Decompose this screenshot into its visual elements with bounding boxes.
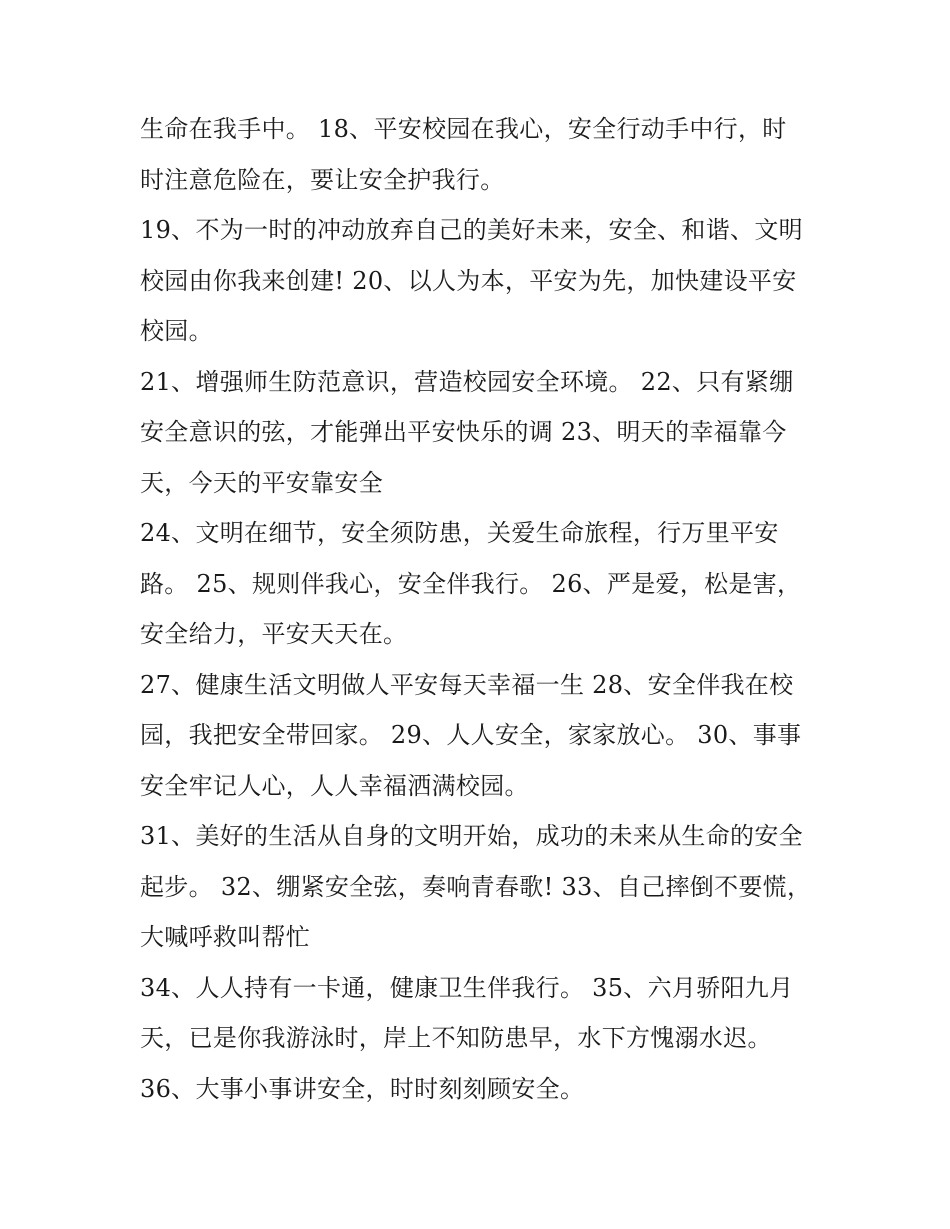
text-line: 34、人人持有一卡通，健康卫生伴我行。 35、六月骄阳九月 — [140, 973, 794, 1002]
text-line: 安全给力，平安天天在。 — [140, 620, 408, 648]
text-line: 天，已是你我游泳时，岸上不知防患早，水下方愧溺水迟。 — [140, 1024, 772, 1052]
text-line: 起步。 32、绷紧安全弦，奏响青春歌! 33、自己摔倒不要慌， — [140, 872, 812, 901]
text-line: 24、文明在细节，安全须防患，关爱生命旅程，行万里平安 — [140, 519, 779, 547]
text-line: 19、不为一时的冲动放弃自己的美好未来，安全、和谐、文明 — [140, 216, 803, 244]
text-line: 27、健康生活文明做人平安每天幸福一生 28、安全伴我在校 — [140, 670, 794, 699]
text-line: 时注意危险在，要让安全护我行。 — [140, 165, 505, 194]
text-line: 大喊呼救叫帮忙 — [140, 923, 311, 951]
text-line: 21、增强师生防范意识，营造校园安全环境。 22、只有紧绷 — [140, 367, 794, 396]
text-line: 安全意识的弦，才能弹出平安快乐的调 23、明天的幸福靠今 — [140, 418, 787, 446]
text-line: 安全牢记人心，人人幸福洒满校园。 — [140, 771, 529, 800]
text-line: 36、大事小事讲安全，时时刻刻顾安全。 — [140, 1074, 585, 1103]
text-line: 天，今天的平安靠安全 — [140, 468, 383, 497]
text-line: 路。 25、规则伴我心，安全伴我行。 26、严是爱，松是害， — [140, 569, 802, 598]
text-line: 生命在我手中。 18、平安校园在我心，安全行动手中行，时 — [140, 115, 787, 143]
document-body — [140, 104, 820, 1114]
text-line: 校园由你我来创建! 20、以人为本，平安为先，加快建设平安 — [140, 266, 797, 295]
text-line: 31、美好的生活从自身的文明开始，成功的未来从生命的安全 — [140, 822, 803, 850]
text-line: 园，我把安全带回家。 29、人人安全，家家放心。 30、事事 — [140, 721, 802, 749]
text-line: 校园。 — [140, 317, 213, 345]
